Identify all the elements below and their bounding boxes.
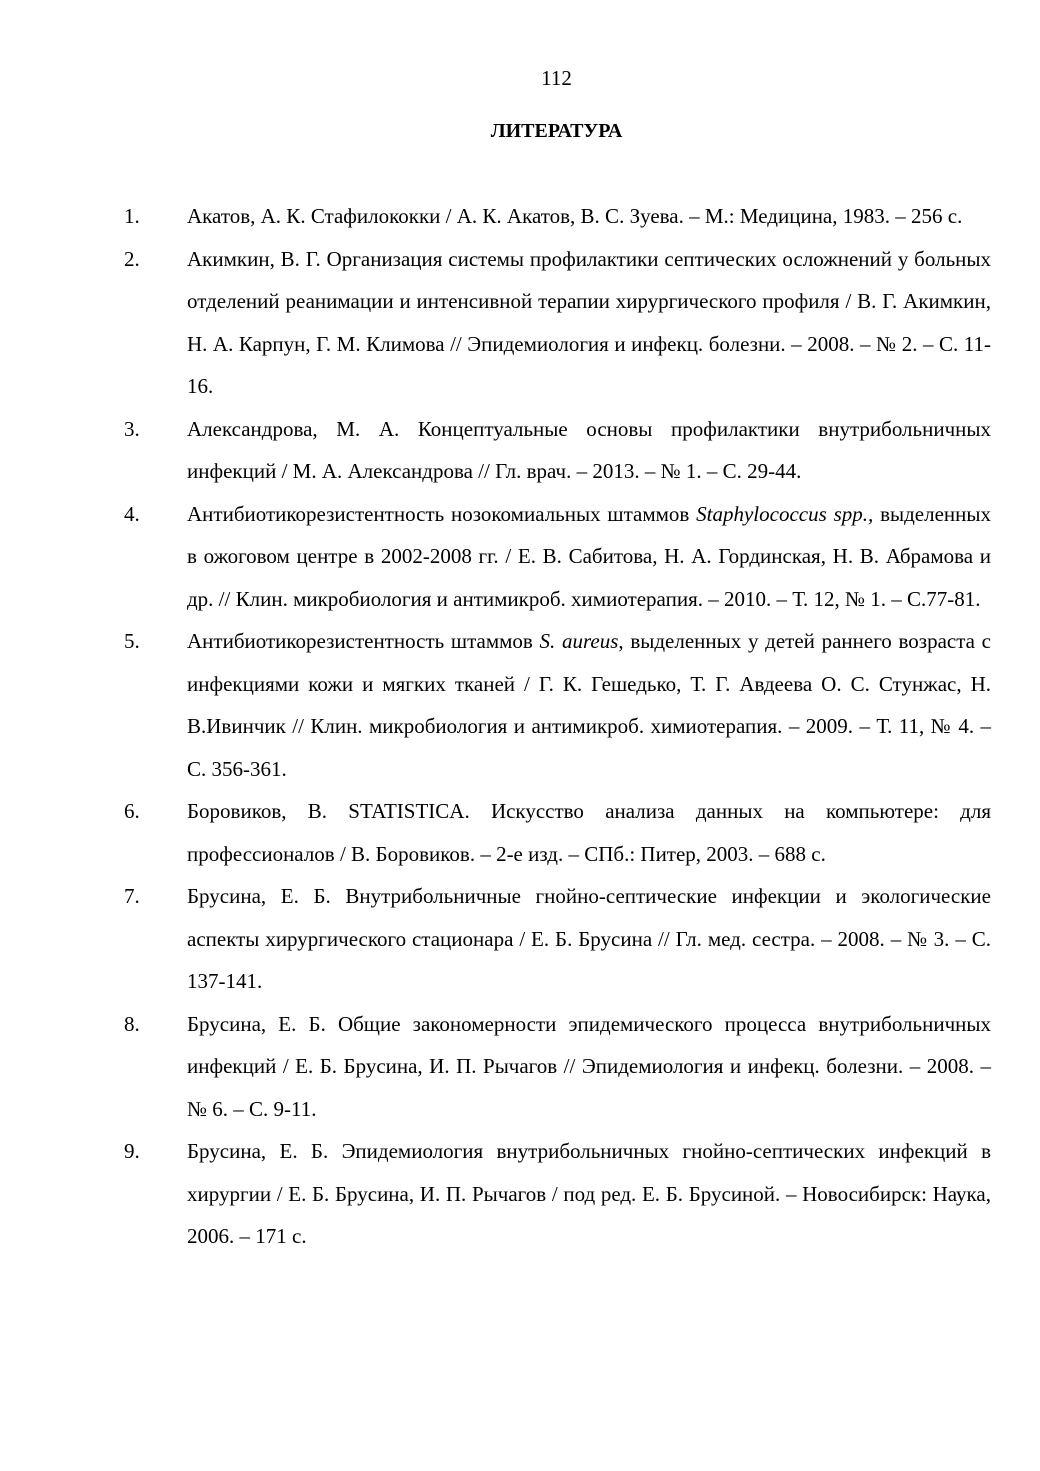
reference-number: 1.	[124, 204, 140, 228]
reference-item	[0, 1003, 1040, 1131]
reference-text	[187, 875, 991, 1003]
reference-text	[187, 493, 991, 621]
reference-text-part: Акимкин, В. Г. Организация системы профилактики септических осложнений у больных отделений реанимации и интенсивной терапии хирургического профиля / В. Г. Акимкин, Н. А. Карпун, Г. М. Климова // Эпидемиология и инфекц. болезни. – 2008. – № 2. – С. 11-16.	[187, 246, 991, 398]
reference-item	[0, 1130, 1040, 1258]
reference-number: 2.	[124, 246, 140, 271]
reference-text-part: выделенных в ожоговом центре в 2002-2008 гг. / Е. В. Сабитова, Н. А. Гординская, Н. В. Абрамова и др. // Клин. микробиология и антимикроб. химиотерапия. – 2010. – Т. 12, № 1. – С.77-81.	[187, 501, 992, 611]
page-number: 112	[541, 66, 572, 90]
reference-text-part: Брусина, Е. Б. Общие закономерности эпидемического процесса внутрибольничных инфекций / Е. Б. Брусина, И. П. Рычагов // Эпидемиология и инфекц. болезни. – 2008. – № 6. – С. 9-11.	[187, 1011, 991, 1121]
reference-item	[0, 195, 1040, 238]
reference-text	[187, 790, 991, 875]
reference-item	[0, 493, 1040, 621]
reference-number: 9.	[124, 1139, 140, 1163]
reference-text	[187, 408, 991, 493]
reference-number: 5.	[124, 629, 140, 653]
reference-number: 6.	[124, 799, 140, 823]
reference-text-part: , выделенных у детей раннего возраста с инфекциями кожи и мягких тканей / Г. К. Гешедько, Т. Г. Авдеева О. С. Стунжас, Н. В.Ивинчик // Клин. микробиология и антимикроб. химиотерапия. – 2009. – Т. 11, № 4. – С. 356-361.	[187, 629, 991, 781]
reference-text-part: Антибиотикорезистентность нозокомиальных штаммов	[187, 501, 697, 526]
reference-text-italic: Staphylococcus spp.,	[696, 501, 874, 526]
reference-text	[187, 238, 991, 408]
reference-item	[0, 790, 1040, 875]
reference-number: 8.	[124, 1011, 140, 1036]
reference-text-part: Антибиотикорезистентность штаммов	[187, 629, 540, 653]
reference-number: 7.	[124, 884, 140, 908]
reference-text-part: Брусина, Е. Б. Эпидемиология внутрибольничных гнойно-септических инфекций в хирургии / Е. Б. Брусина, И. П. Рычагов / под ред. Е. Б. Брусиной. – Новосибирск: Наука, 2006. – 171 с.	[187, 1139, 991, 1248]
bibliography-heading: ЛИТЕРАТУРА	[490, 120, 623, 142]
reference-text	[187, 1003, 991, 1131]
reference-list	[0, 195, 1040, 1258]
reference-text-italic: S. aureus	[539, 629, 619, 653]
reference-text-part: Боровиков, В. STATISTICA. Искусство анализа данных на компьютере: для профессионалов / В. Боровиков. – 2-е изд. – СПб.: Питер, 2003. – 688 с.	[187, 799, 991, 866]
reference-text	[187, 195, 991, 238]
reference-item	[0, 875, 1040, 1003]
reference-text-part: Акатов, А. К. Стафилококки / А. К. Акатов, В. С. Зуева. – М.: Медицина, 1983. – 256 с.	[187, 204, 963, 228]
reference-item	[0, 238, 1040, 408]
reference-item	[0, 408, 1040, 493]
reference-text-part: Александрова, М. А. Концептуальные основы профилактики внутрибольничных инфекций / М. А. Александрова // Гл. врач. – 2013. – № 1. – С. 29-44.	[187, 416, 991, 483]
reference-text	[187, 620, 991, 790]
reference-item	[0, 620, 1040, 790]
reference-number: 4.	[124, 501, 140, 526]
reference-text	[187, 1130, 991, 1258]
reference-text-part: Брусина, Е. Б. Внутрибольничные гнойно-септические инфекции и экологические аспекты хирургического стационара / Е. Б. Брусина // Гл. мед. сестра. – 2008. – № 3. – С. 137-141.	[187, 884, 991, 993]
reference-number: 3.	[124, 416, 140, 441]
